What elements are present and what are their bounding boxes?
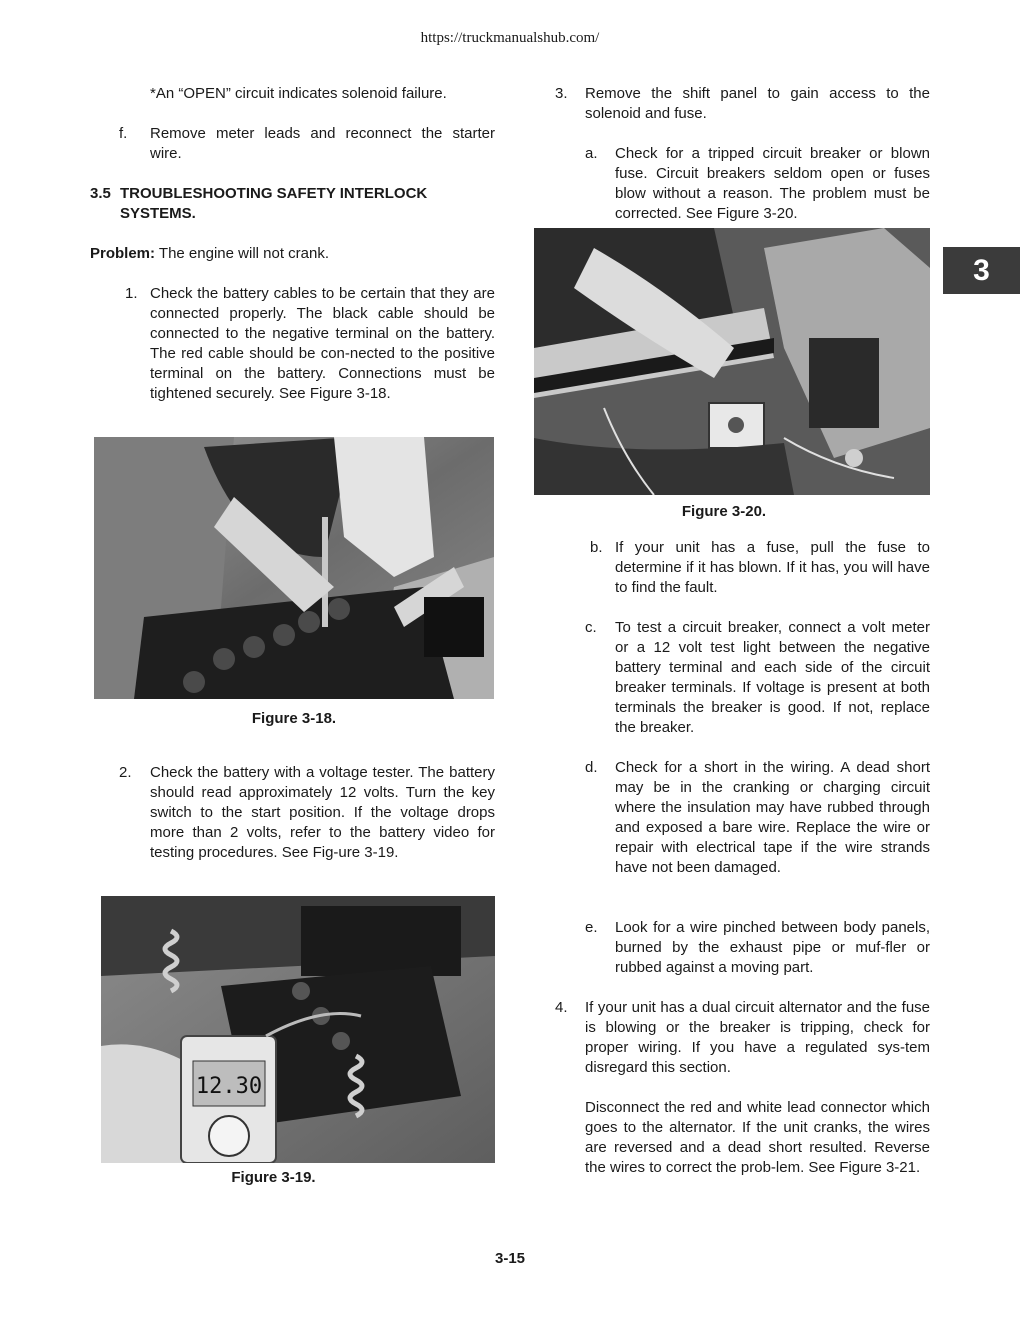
figure-3-20-caption: Figure 3-20. [681, 503, 767, 520]
item-3a-marker: a. [585, 145, 598, 162]
meter-reading: 12.30 [195, 1074, 263, 1099]
item-4-text: If your unit has a dual circuit alternator and the fuse is blowing or the breaker is tripping, check for proper wiring. If you have a regulated sys-tem disregard this section. [585, 999, 930, 1076]
section-number: 3.5 [90, 185, 111, 202]
problem-statement [90, 244, 495, 264]
item-1-text: Check the battery cables to be certain that they are connected properly. The black cable should be connected to the negative terminal on the battery. The red cable should be con-nected to the positive terminal on the battery. Connections must be tightened securely. See Figure 3-18. [150, 285, 495, 402]
section-title: TROUBLESHOOTING SAFETY INTERLOCK SYSTEMS. [120, 185, 428, 222]
item-3-text: Remove the shift panel to gain access to the solenoid and fuse. [585, 85, 930, 122]
page-number: 3-15 [494, 1250, 526, 1267]
solenoid-fuse-photo [534, 228, 930, 495]
item-3e-text: Look for a wire pinched between body panels, burned by the exhaust pipe or muf-fler or rubbed against a moving part. [615, 919, 930, 976]
item-3a-text: Check for a tripped circuit breaker or blown fuse. Circuit breakers seldom open or fuses blow without a reason. The problem must be corrected. See Figure 3-20. [615, 145, 930, 222]
chapter-tab: 3 [943, 247, 1020, 294]
item-3e-marker: e. [585, 919, 598, 936]
step-f-text: Remove meter leads and reconnect the starter wire. [150, 125, 495, 162]
item-3c-marker: c. [585, 619, 597, 636]
problem-text: The engine will not crank. [158, 245, 330, 262]
item-3c-text: To test a circuit breaker, connect a volt meter or a 12 volt test light between the negative battery terminal and each side of the circuit breaker terminals. If voltage is present at both terminals the breaker is good. If not, replace the breaker. [615, 619, 930, 736]
figure-3-18-photo [94, 437, 494, 699]
item-1-marker: 1. [125, 285, 138, 302]
figure-3-19-caption: Figure 3-19. [231, 1169, 316, 1186]
figure-3-18-caption: Figure 3-18. [251, 710, 337, 727]
item-4-followup-text: Disconnect the red and white lead connector which goes to the alternator. If the unit cranks, the wires are reversed and a dead short resulted. Reverse the wires to correct the prob-lem. See Figure 3-21. [585, 1099, 930, 1176]
voltage-tester-photo [101, 896, 495, 1163]
item-2-marker: 2. [119, 764, 132, 781]
open-circuit-note: *An “OPEN” circuit indicates solenoid failure. [150, 85, 447, 102]
step-f-marker: f. [119, 125, 128, 142]
item-3d-text: Check for a short in the wiring. A dead short may be in the cranking or charging circuit where the insulation may have rubbed through and exposed a bare wire. Replace the wire or repair with electrical tape if the wire strands have not been damaged. [615, 759, 930, 876]
item-3d-marker: d. [585, 759, 598, 776]
figure-3-19-photo [101, 896, 495, 1163]
item-3-marker: 3. [555, 85, 568, 102]
item-3b-marker: b. [590, 539, 603, 556]
battery-terminal-photo [94, 437, 494, 699]
item-4-marker: 4. [555, 999, 568, 1016]
problem-label: Problem: [90, 245, 156, 262]
item-2-text: Check the battery with a voltage tester. The battery should read approximately 12 volts. Turn the key switch to the start position. If the voltage drops more than 2 volts, refer to the battery video for testing procedures. See Fig-ure 3-19. [150, 764, 495, 861]
item-3b-text: If your unit has a fuse, pull the fuse to determine if it has blown. If it has, you will have to find the fault. [615, 539, 930, 596]
source-url: https://truckmanualshub.com/ [420, 30, 600, 46]
figure-3-20-photo [534, 228, 930, 495]
